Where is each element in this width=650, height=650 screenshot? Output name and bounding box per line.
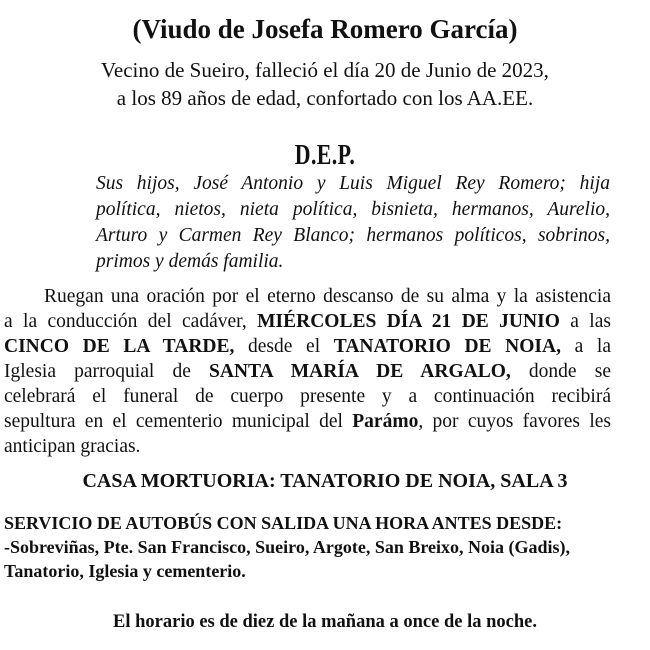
body-line-2-text: a la conducción del cadáver, — [4, 311, 258, 332]
bus-service-line-1: SERVICIO DE AUTOBÚS CON SALIDA UNA HORA ANTES DESDE: — [4, 513, 563, 533]
body-line-4 — [4, 361, 611, 383]
dep-heading: D.E.P. — [294, 140, 356, 171]
family-line-4: primos y demás familia. — [96, 251, 284, 272]
funeral-date: MIÉRCOLES DÍA 21 DE JUNIO — [257, 311, 560, 332]
casa-mortuoria: CASA MORTUORIA: TANATORIO DE NOIA, SALA 3 — [82, 470, 568, 492]
body-line-1: Ruegan una oración por el eterno descanso de su alma y la asistencia — [44, 286, 611, 307]
cemetery-name: Parámo — [352, 411, 419, 432]
body-line-4-end: donde se — [510, 361, 612, 382]
church-name: SANTA MARÍA DE ARGALO, — [209, 361, 511, 382]
schedule-line: El horario es de diez de la mañana a once de la noche. — [113, 612, 537, 632]
bus-service-line-2: -Sobreviñas, Pte. San Francisco, Sueiro, Argote, San Breixo, Noia (Gadis), — [4, 537, 571, 557]
intro-line-2: a los 89 años de edad, confortado con los AA.EE. — [116, 86, 534, 110]
body-line-3-end: a la — [560, 336, 611, 357]
body-line-2-end: a las — [559, 311, 611, 332]
bus-service-line-3: Tanatorio, Iglesia y cementerio. — [4, 561, 246, 581]
body-line-5: celebrará el funeral de cuerpo presente y a continuación recibirá — [4, 386, 611, 407]
funeral-time: CINCO DE LA TARDE, — [4, 336, 235, 357]
family-line-3: Arturo y Carmen Rey Blanco; hermanos políticos, sobrinos, — [96, 225, 610, 246]
family-line-2: política, nietos, nieta política, bisnieta, hermanos, Aurelio, — [96, 199, 610, 220]
body-line-3-text: desde el — [234, 336, 334, 357]
body-line-6-text: sepultura en el cementerio municipal del — [4, 411, 353, 432]
body-line-6 — [4, 411, 611, 433]
departure-place: TANATORIO DE NOIA, — [333, 336, 561, 357]
body-line-3 — [4, 336, 611, 358]
body-line-4-text: Iglesia parroquial de — [4, 361, 210, 382]
body-line-2 — [4, 311, 611, 333]
body-line-7: anticipan gracias. — [4, 436, 141, 457]
widower-line: (Viudo de Josefa Romero García) — [132, 14, 518, 44]
body-line-6-end: , por cuyos favores les — [418, 411, 611, 432]
family-line-1: Sus hijos, José Antonio y Luis Miguel Rey Romero; hija — [96, 173, 610, 194]
intro-line-1: Vecino de Sueiro, falleció el día 20 de Junio de 2023, — [101, 58, 549, 82]
